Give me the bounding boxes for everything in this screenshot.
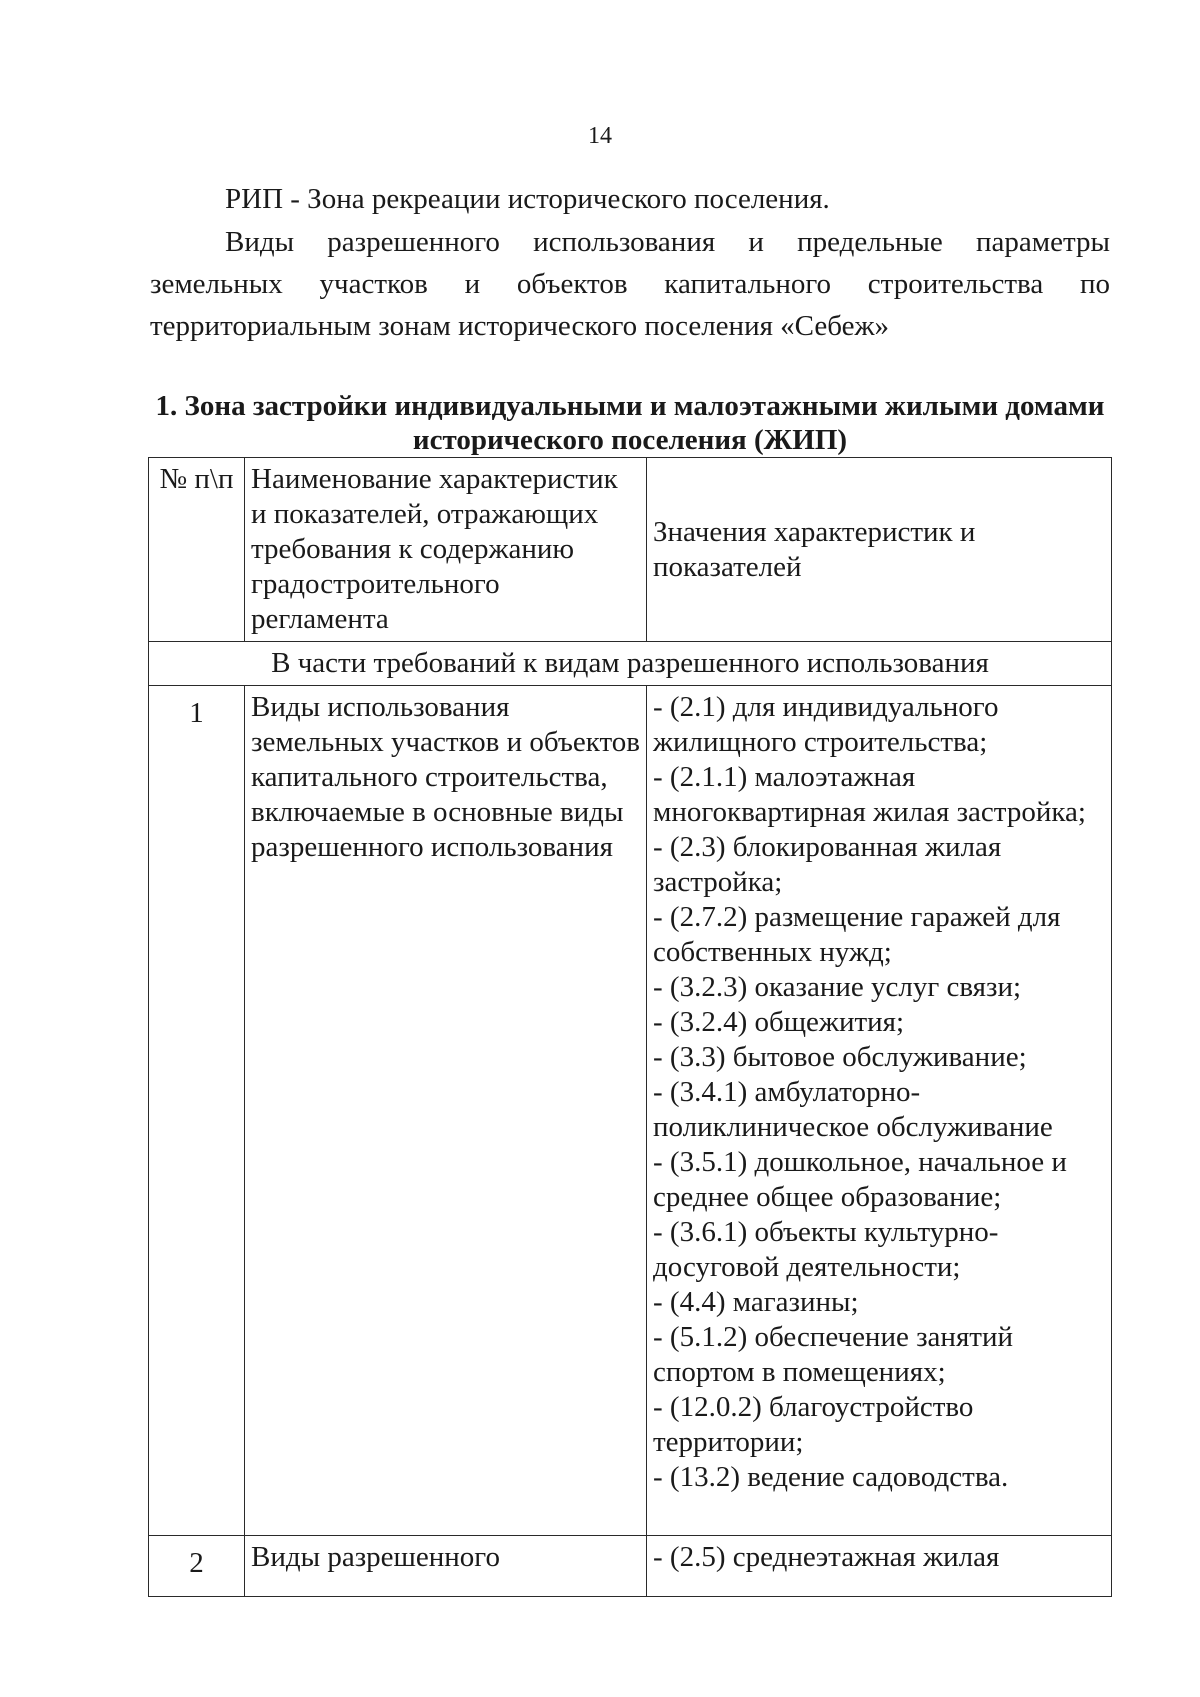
value-item: - (3.5.1) дошкольное, начальное и среднее общее образование; [653,1146,1067,1213]
value-item: - (13.2) ведение садоводства. [653,1461,1009,1493]
regulation-table [148,457,1112,1597]
table-header-row [149,458,1112,642]
value-item: - (3.2.4) общежития; [653,1006,905,1038]
value-item: - (12.0.2) благоустройство территории; [653,1391,974,1458]
row-name: Виды разрешенного [245,1536,647,1597]
header-name: Наименование характеристик и показателей, отражающих требования к содержанию градостроительного регламента [245,458,647,642]
row-values [647,686,1112,1536]
value-item: - (2.1) для индивидуального жилищного строительства; [653,691,999,758]
row-name: Виды использования земельных участков и объектов капитального строительства, включаемые в основные виды разрешенного использования [245,686,647,1536]
value-item: - (3.6.1) объекты культурно-досуговой деятельности; [653,1216,999,1283]
header-number: № п\п [149,458,245,642]
row-number: 1 [149,686,245,1536]
row-number: 2 [149,1536,245,1597]
value-item: - (3.2.3) оказание услуг связи; [653,971,1022,1003]
value-item: - (2.1.1) малоэтажная многоквартирная жилая застройка; [653,761,1086,828]
section-title: 1. Зона застройки индивидуальными и малоэтажными жилыми домами исторического поселения (ЖИП) [155,390,1105,456]
value-item: - (3.4.1) амбулаторно-поликлиническое обслуживание [653,1076,1053,1143]
value-item: - (2.5) среднеэтажная жилая [653,1541,1000,1573]
intro-zone-line: РИП - Зона рекреации исторического поселения. [225,183,830,215]
table-row [149,686,1112,1536]
section-row-label: В части требований к видам разрешенного использования [149,642,1112,686]
value-item: - (2.3) блокированная жилая застройка; [653,831,1002,898]
value-item: - (4.4) магазины; [653,1286,859,1318]
intro-paragraph: Виды разрешенного использования и предельные параметры земельных участков и объектов капитального строительства по территориальным зонам исторического поселения «Себеж» [150,226,1110,342]
value-item: - (5.1.2) обеспечение занятий спортом в помещениях; [653,1321,1013,1388]
page-number: 14 [588,123,612,149]
row-values [647,1536,1112,1597]
table-section-row [149,642,1112,686]
value-item: - (2.7.2) размещение гаражей для собственных нужд; [653,901,1061,968]
table-row [149,1536,1112,1597]
value-item: - (3.3) бытовое обслуживание; [653,1041,1027,1073]
header-value: Значения характеристик и показателей [647,458,1112,642]
